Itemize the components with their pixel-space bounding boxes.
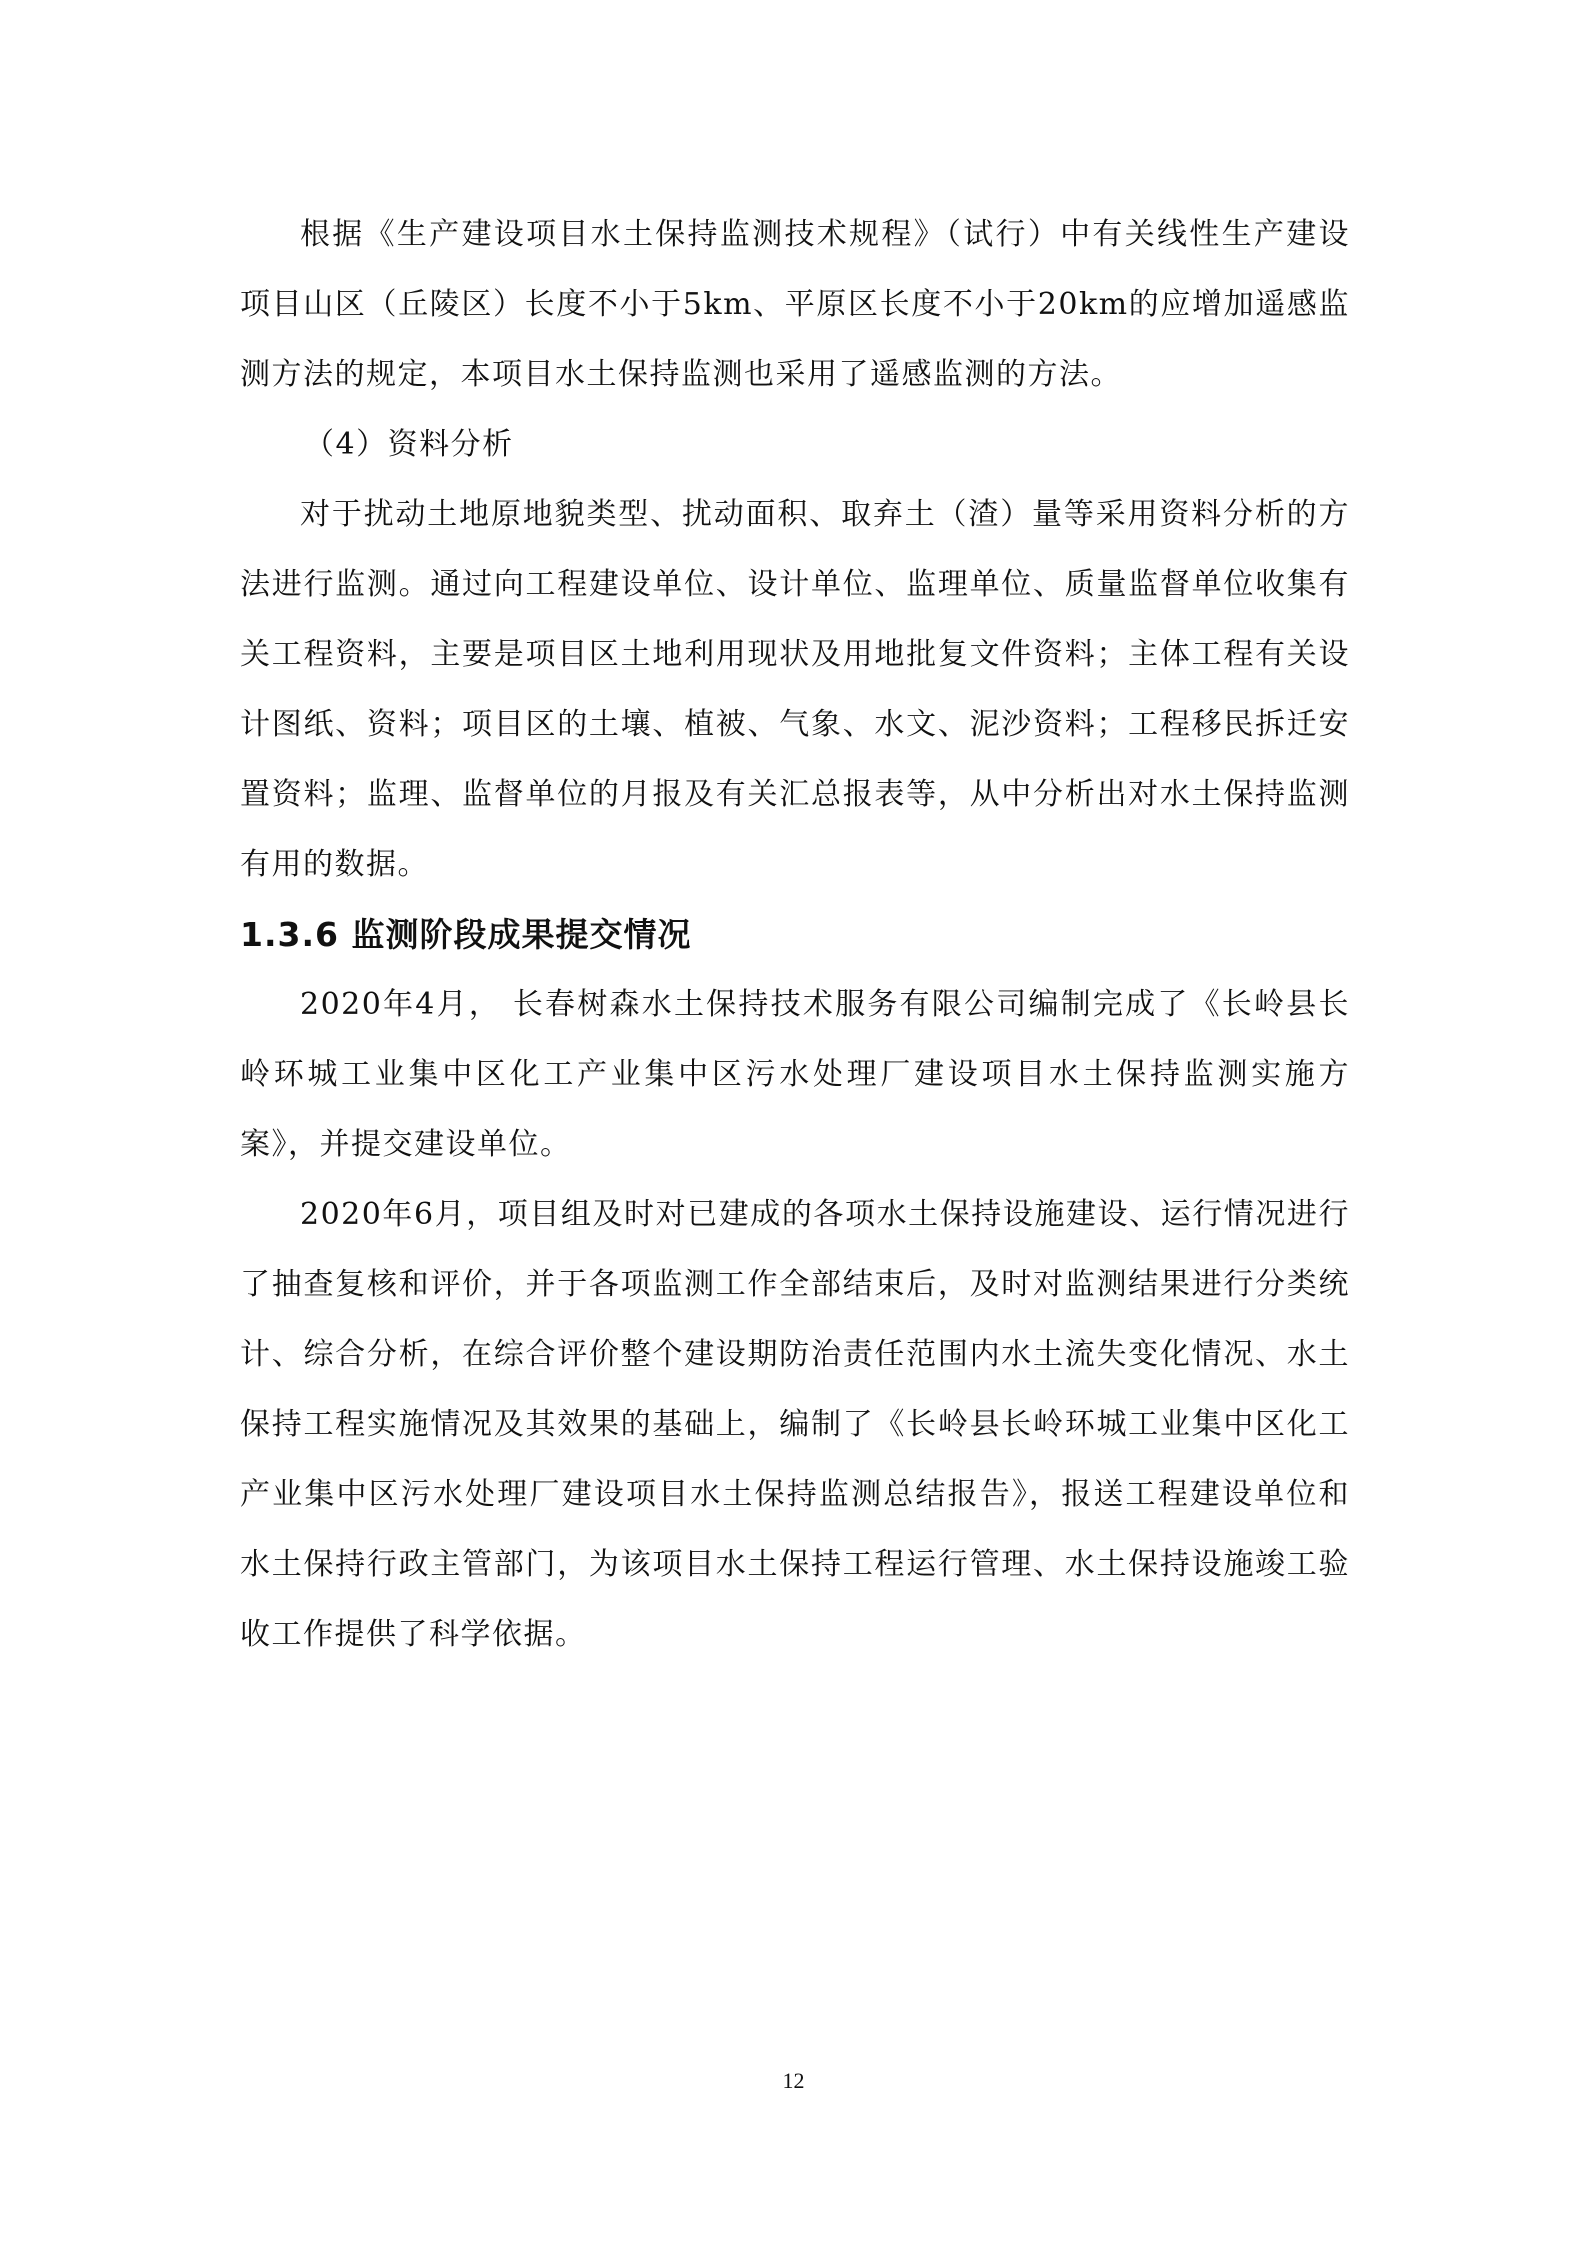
section-heading-1-3-6: 1.3.6 监测阶段成果提交情况 (240, 915, 692, 954)
paragraph-april-2020: 2020年4月， 长春树森水土保持技术服务有限公司编制完成了《长岭县长岭环城工业集中区化工产业集中区污水处理厂建设项目水土保持监测实施方案》，并提交建设单位。 (240, 987, 1350, 1162)
subheading-data-analysis: （4）资料分析 (304, 427, 514, 462)
paragraph-remote-sensing: 根据《生产建设项目水土保持监测技术规程》（试行）中有关线性生产建设项目山区（丘陵区）长度不小于5km、平原区长度不小于20km的应增加遥感监测方法的规定，本项目水土保持监测也采用了遥感监测的方法。 (240, 217, 1350, 392)
page-content (240, 200, 1350, 1670)
paragraph-data-analysis: 对于扰动土地原地貌类型、扰动面积、取弃土（渣）量等采用资料分析的方法进行监测。通过向工程建设单位、设计单位、监理单位、质量监督单位收集有关工程资料，主要是项目区土地利用现状及用地批复文件资料；主体工程有关设计图纸、资料；项目区的土壤、植被、气象、水文、泥沙资料；工程移民拆迁安置资料；监理、监督单位的月报及有关汇总报表等，从中分析出对水土保持监测有用的数据。 (240, 497, 1350, 882)
page-number: 12 (782, 2068, 805, 2093)
paragraph-june-2020: 2020年6月，项目组及时对已建成的各项水土保持设施建设、运行情况进行了抽查复核和评价，并于各项监测工作全部结束后，及时对监测结果进行分类统计、综合分析，在综合评价整个建设期防治责任范围内水土流失变化情况、水土保持工程实施情况及其效果的基础上，编制了《长岭县长岭环城工业集中区化工产业集中区污水处理厂建设项目水土保持监测总结报告》，报送工程建设单位和水土保持行政主管部门，为该项目水土保持工程运行管理、水土保持设施竣工验收工作提供了科学依据。 (240, 1197, 1350, 1652)
